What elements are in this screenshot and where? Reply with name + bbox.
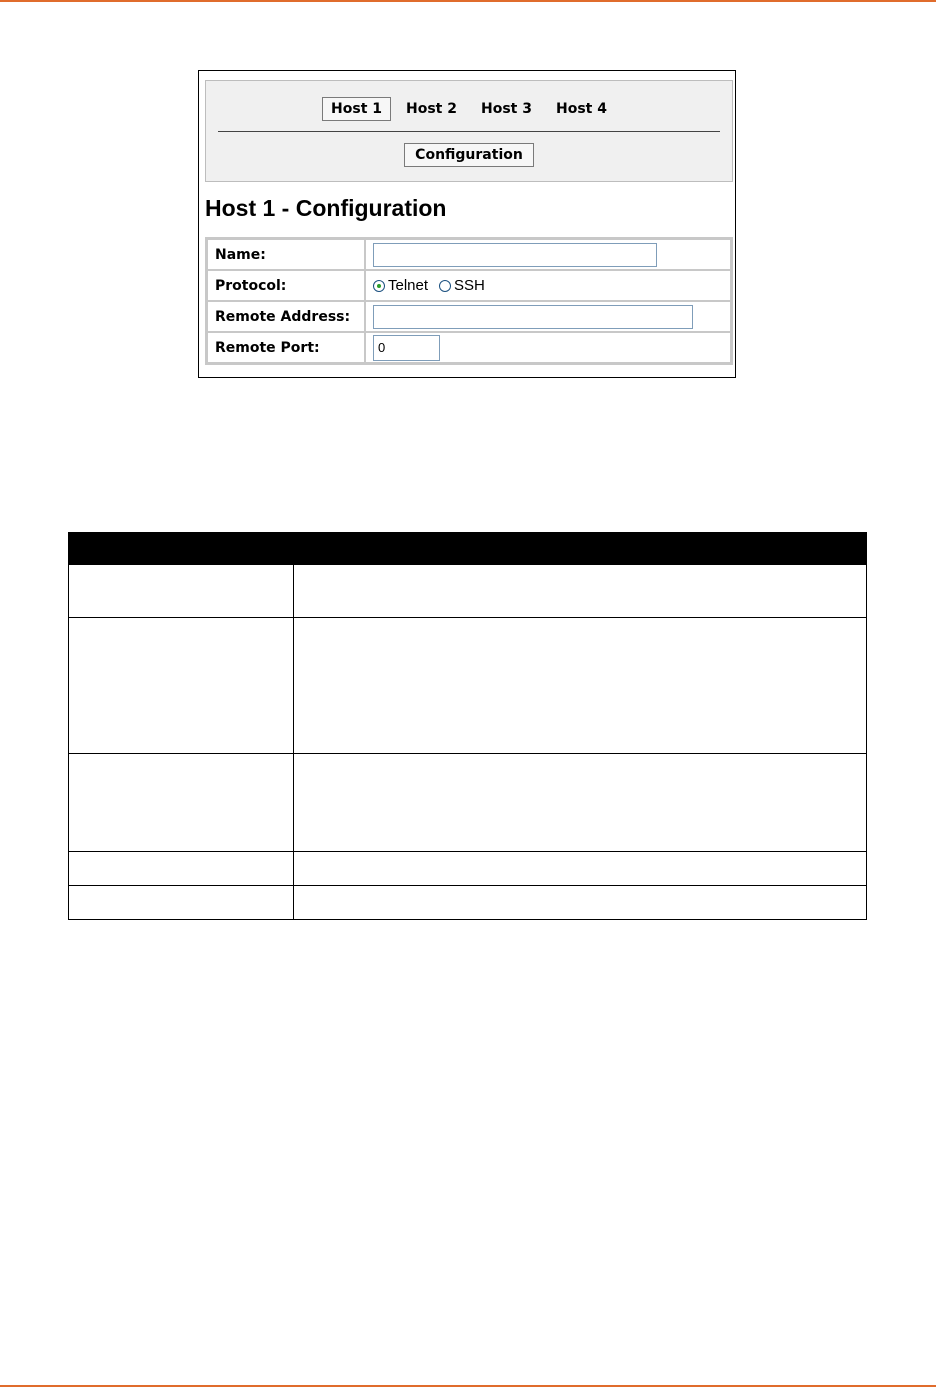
remote-port-label: Remote Port: <box>207 332 365 363</box>
form-row-protocol <box>207 270 731 301</box>
remote-address-label: Remote Address: <box>207 301 365 332</box>
table-row <box>69 754 867 852</box>
table-cell <box>294 565 867 618</box>
form-row-name <box>207 239 731 270</box>
table-cell <box>69 618 294 754</box>
tab-configuration[interactable]: Configuration <box>404 143 534 167</box>
table-row <box>69 618 867 754</box>
subtab-row <box>206 143 732 167</box>
table-cell <box>69 852 294 886</box>
table-cell <box>294 754 867 852</box>
protocol-cell <box>365 270 731 301</box>
nav-divider <box>218 131 720 132</box>
table-cell <box>69 754 294 852</box>
doc-header-cell-2 <box>294 533 867 565</box>
remote-port-cell <box>365 332 731 363</box>
table-cell <box>294 886 867 920</box>
table-row <box>69 852 867 886</box>
doc-header-cell-1 <box>69 533 294 565</box>
ssh-radio-label: SSH <box>454 277 485 294</box>
bottom-rule <box>0 1385 936 1387</box>
remote-address-cell <box>365 301 731 332</box>
host-configuration-screenshot <box>198 70 736 378</box>
table-cell <box>294 852 867 886</box>
name-label: Name: <box>207 239 365 270</box>
table-row <box>69 565 867 618</box>
table-cell <box>69 886 294 920</box>
ssh-radio[interactable] <box>439 280 451 292</box>
tab-host-4[interactable]: Host 4 <box>555 101 607 117</box>
doc-table-header <box>69 533 867 565</box>
top-rule <box>0 0 936 2</box>
tab-host-2[interactable]: Host 2 <box>406 101 457 117</box>
protocol-label: Protocol: <box>207 270 365 301</box>
form-row-remote-address <box>207 301 731 332</box>
table-cell <box>69 565 294 618</box>
name-input[interactable] <box>373 243 657 267</box>
table-cell <box>294 618 867 754</box>
table-row <box>69 886 867 920</box>
name-cell <box>365 239 731 270</box>
tab-host-1[interactable]: Host 1 <box>322 97 391 121</box>
remote-address-input[interactable] <box>373 305 693 329</box>
page-title: Host 1 - Configuration <box>205 195 447 221</box>
field-description-table <box>68 532 867 920</box>
host-navigation-panel <box>205 80 733 182</box>
tab-host-3[interactable]: Host 3 <box>481 101 532 117</box>
form-row-remote-port <box>207 332 731 363</box>
telnet-radio-label: Telnet <box>388 277 429 294</box>
protocol-radio-group <box>373 277 723 294</box>
host-tabs <box>206 97 732 121</box>
host-config-form <box>205 237 733 365</box>
remote-port-input[interactable] <box>373 335 440 361</box>
telnet-radio[interactable] <box>373 280 385 292</box>
